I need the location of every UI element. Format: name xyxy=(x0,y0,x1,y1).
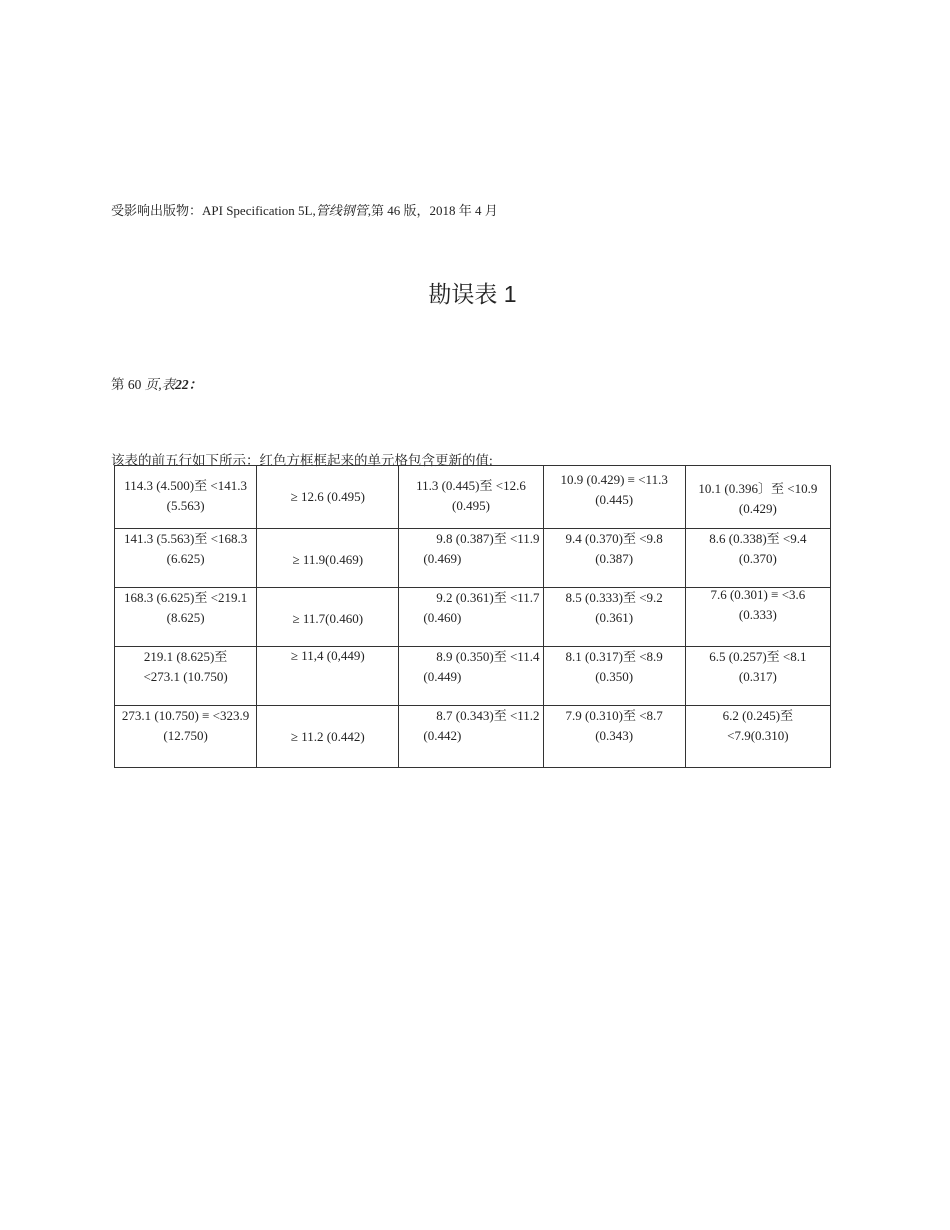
table-row xyxy=(115,529,831,588)
table-cell xyxy=(257,706,399,768)
cell-line: 10.9 (0.429) ≡ <11.3 xyxy=(560,472,668,487)
cell-line: (0.333) xyxy=(738,607,777,622)
table-cell xyxy=(115,706,257,768)
cell-line: 6.2 (0.245)至 xyxy=(722,708,794,723)
cell-line: 8.6 (0.338)至 <9.4 xyxy=(709,531,807,546)
affected-title: 管线钢管 xyxy=(315,203,368,218)
cell-line: 11.3 (0.445)至 <12.6 xyxy=(416,478,526,493)
cell-line: 9.8 (0.387)至 <11.9 xyxy=(436,531,540,546)
cell-line: (0.460) xyxy=(423,610,462,625)
errata-table xyxy=(114,465,831,768)
cell-line: 219.1 (8.625)至 xyxy=(143,649,228,664)
cell-line: 8.9 (0.350)至 <11.4 xyxy=(436,649,540,664)
cell-line: (0.445) xyxy=(595,492,634,507)
cell-line: (0.495) xyxy=(452,498,490,513)
table-cell xyxy=(399,529,543,588)
cell-line: ≥ 11.9(0.469) xyxy=(292,552,364,567)
cell-line: (0.387) xyxy=(595,551,634,566)
table-cell xyxy=(257,588,399,647)
cell-line: 8.7 (0.343)至 <11.2 xyxy=(436,708,540,723)
table-cell xyxy=(685,466,830,529)
cell-line: (0.370) xyxy=(738,551,777,566)
table-cell xyxy=(115,647,257,706)
cell-line: 9.4 (0.370)至 <9.8 xyxy=(565,531,663,546)
cell-line: (0.449) xyxy=(423,669,462,684)
cell-line: 141.3 (5.563)至 <168.3 xyxy=(123,531,248,546)
table-row xyxy=(115,588,831,647)
table-row xyxy=(115,647,831,706)
table-cell xyxy=(543,466,685,529)
table-cell xyxy=(685,529,830,588)
cell-line: <7.9(0.310) xyxy=(727,728,789,743)
cell-line: (0.469) xyxy=(423,551,462,566)
cell-line: (0.317) xyxy=(738,669,777,684)
table-cell xyxy=(685,706,830,768)
cell-line: (12.750) xyxy=(163,728,208,743)
cell-line: (0.343) xyxy=(595,728,634,743)
page-ref-prefix: 第 60 xyxy=(111,377,145,392)
cell-line: <273.1 (10.750) xyxy=(143,669,228,684)
table-cell xyxy=(685,647,830,706)
cell-line: (0.350) xyxy=(595,669,634,684)
cell-line: 6.5 (0.257)至 <8.1 xyxy=(709,649,807,664)
cell-line: (6.625) xyxy=(166,551,205,566)
cell-line: (5.563) xyxy=(166,498,205,513)
table-cell xyxy=(257,647,399,706)
cell-line: (0.361) xyxy=(595,610,634,625)
table-cell xyxy=(399,706,543,768)
table-cell xyxy=(257,529,399,588)
table-cell xyxy=(543,706,685,768)
table-cell xyxy=(399,588,543,647)
affected-suffix: ,第 46 版，2018 年 4 月 xyxy=(367,203,498,218)
cell-line: (0.442) xyxy=(423,728,462,743)
table-cell xyxy=(685,588,830,647)
cell-line: ≥ 11,4 (0,449) xyxy=(290,648,365,663)
table-cell xyxy=(543,529,685,588)
cell-line: 168.3 (6.625)至 <219.1 xyxy=(123,590,248,605)
table-cell xyxy=(399,466,543,529)
page-reference xyxy=(111,373,202,393)
cell-line: 114.3 (4.500)至 <141.3 xyxy=(124,478,247,493)
cell-line: 7.6 (0.301) ≡ <3.6 xyxy=(710,587,806,602)
page-ref-table-no: 22 xyxy=(175,377,189,392)
table-cell xyxy=(115,529,257,588)
affected-publication xyxy=(111,200,498,219)
table-cell xyxy=(115,588,257,647)
table-cell xyxy=(543,588,685,647)
cell-line: (0.429) xyxy=(738,501,777,516)
cell-line: 9.2 (0.361)至 <11.7 xyxy=(436,590,540,605)
cell-line: 10.1 (0.396〕至 <10.9 xyxy=(698,481,818,496)
cell-line: (8.625) xyxy=(166,610,205,625)
table-cell xyxy=(399,647,543,706)
page-title: 勘误表 1 xyxy=(428,281,517,307)
table-row xyxy=(115,706,831,768)
page-ref-colon: ： xyxy=(188,377,203,392)
page-ref-word: 页,表 xyxy=(144,377,176,392)
cell-line: 7.9 (0.310)至 <8.7 xyxy=(565,708,663,723)
cell-line: ≥ 12.6 (0.495) xyxy=(290,489,365,504)
cell-line: 8.1 (0.317)至 <8.9 xyxy=(565,649,663,664)
affected-prefix: 受影响出版物：API Specification 5L, xyxy=(111,203,316,218)
table-description: 该表的前五行如下所示：红色方框框起来的单元格包含更新的值: xyxy=(111,453,493,468)
cell-line: ≥ 11.7(0.460) xyxy=(292,611,364,626)
table-cell xyxy=(115,466,257,529)
cell-line: 273.1 (10.750) ≡ <323.9 xyxy=(121,708,250,723)
cell-line: 8.5 (0.333)至 <9.2 xyxy=(565,590,663,605)
table-row xyxy=(115,466,831,529)
cell-line: ≥ 11.2 (0.442) xyxy=(290,729,365,744)
table-cell xyxy=(257,466,399,529)
table-cell xyxy=(543,647,685,706)
